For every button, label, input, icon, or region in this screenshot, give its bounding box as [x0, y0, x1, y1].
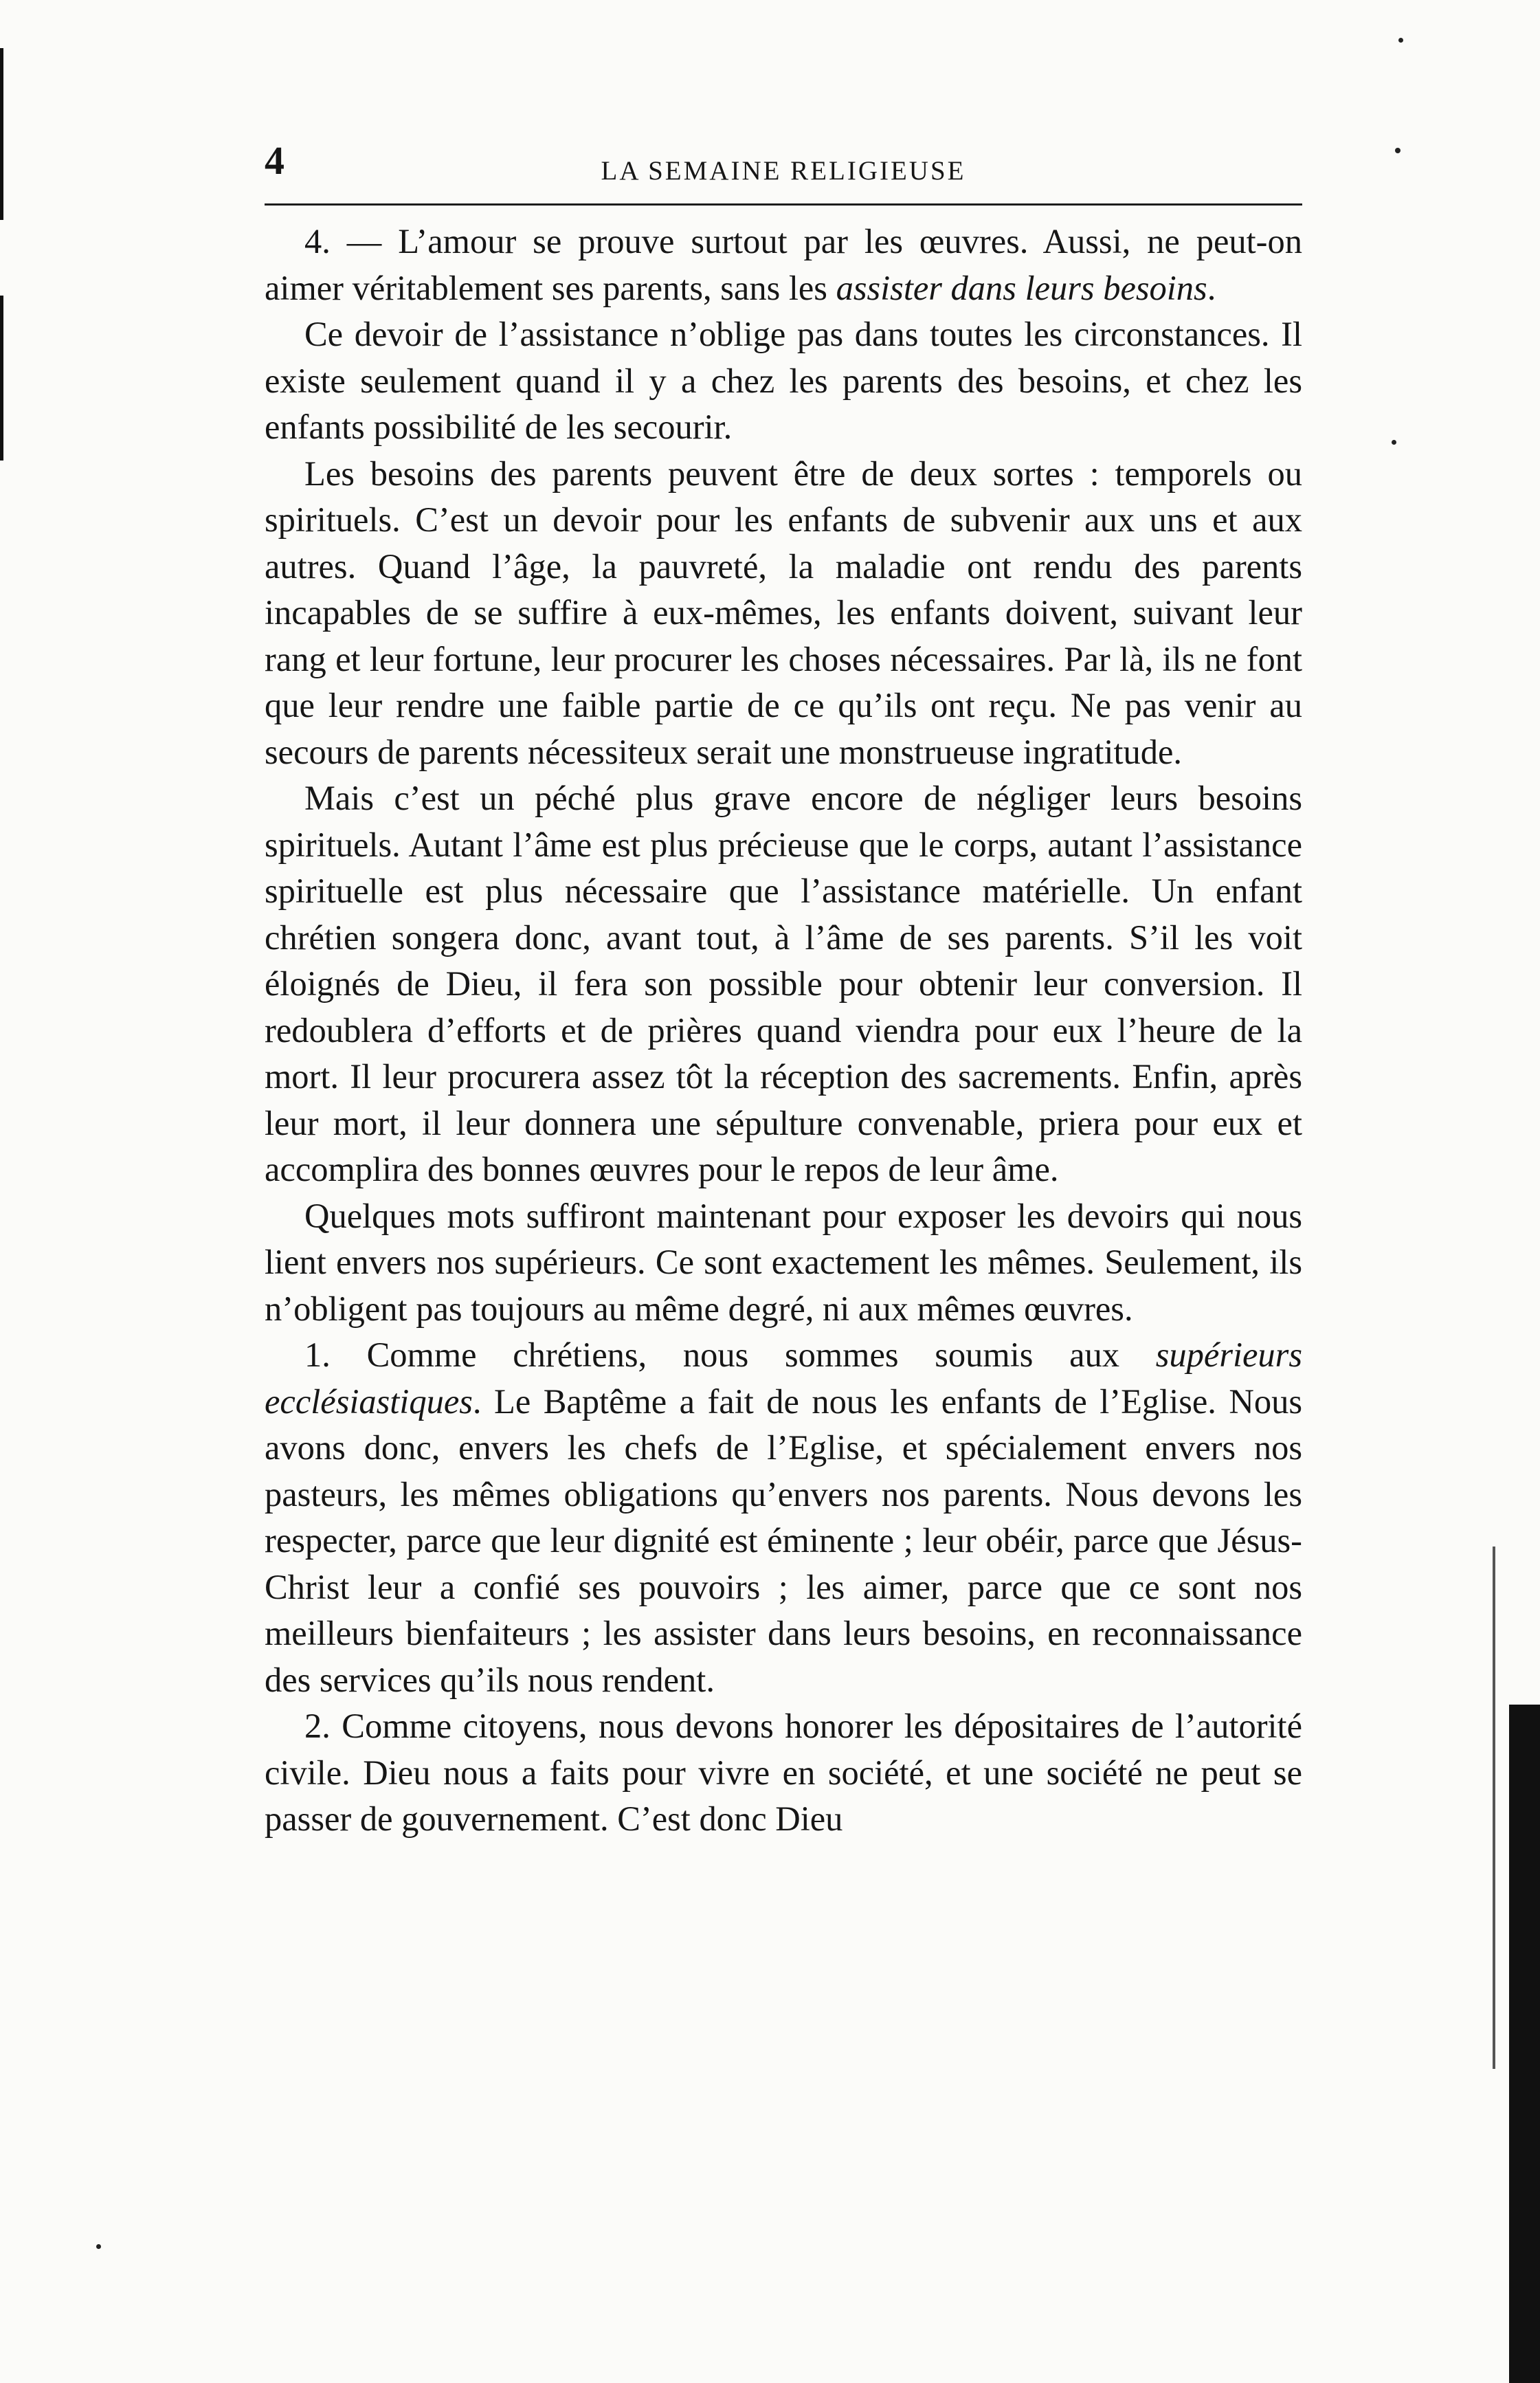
header-rule: [265, 203, 1302, 206]
scan-speck: [1395, 148, 1400, 153]
paragraph: [265, 219, 1302, 311]
paragraph: [265, 775, 1302, 1193]
paragraph: [265, 1703, 1302, 1843]
running-title: LA SEMAINE RELIGIEUSE: [601, 156, 966, 186]
text-span: Ce devoir de l’assistance n’oblige pas dans toutes les circonstances. Il existe seulement quand il y a chez les parents des besoins, et chez les enfants possibilité de les secourir.: [265, 315, 1302, 446]
scan-edge-mark: [0, 296, 3, 461]
text-span: Mais c’est un péché plus grave encore de négliger leurs besoins spirituels. Autant l’âme est plus précieuse que le corps, autant l’assistance spirituelle est plus nécessaire que l’assistance matérielle. Un enfant chrétien songera donc, avant tout, à l’âme de ses parents. S’il les voit éloignés de Dieu, il fera son possible pour obtenir leur conversion. Il redoublera d’efforts et de prières quand viendra pour eux l’heure de la mort. Il leur procurera assez tôt la réception des sacrements. Enfin, après leur mort, il leur donnera une sépulture convenable, priera pour eux et accomplira des bonnes œuvres pour le repos de leur âme.: [265, 779, 1302, 1188]
scan-edge-mark: [0, 48, 3, 220]
text-span: 4. — L’amour se prouve surtout par les œuvres. Aussi, ne peut-on aimer véritablement ses parents, sans les: [265, 222, 1302, 307]
text-span: Quelques mots suffiront maintenant pour exposer les devoirs qui nous lient envers nos supérieurs. Ce sont exactement les mêmes. Seulement, ils n’obligent pas toujours au même degré, ni aux mêmes œuvres.: [265, 1196, 1302, 1328]
italic-text: supérieurs ecclésiastiques: [265, 1335, 1302, 1421]
text-span: Les besoins des parents peuvent être de deux sortes : temporels ou spirituels. C’est un devoir pour les enfants de subvenir aux uns et aux autres. Quand l’âge, la pauvreté, la maladie ont rendu des parents incapables de se suffire à eux-mêmes, les enfants doivent, suivant leur rang et leur fortune, leur procurer les choses nécessaires. Par là, ils ne font que leur rendre une faible partie de ce qu’ils ont reçu. Ne pas venir au secours de parents nécessiteux serait une monstrueuse ingratitude.: [265, 454, 1302, 771]
text-span: . Le Baptême a fait de nous les enfants de l’Eglise. Nous avons donc, envers les chefs de l’Eglise, et spécialement envers nos pasteurs, les mêmes obligations qu’envers nos parents. Nous devons les respecter, parce que leur dignité est éminente ; leur obéir, parce que Jésus-Christ leur a confié ses pouvoirs ; les aimer, parce que ce sont nos meilleurs bienfaiteurs ; les assister dans leurs besoins, en reconnaissance des services qu’ils nous rendent.: [265, 1382, 1302, 1699]
paragraph: [265, 1332, 1302, 1703]
text-span: 2. Comme citoyens, nous devons honorer les dépositaires de l’autorité civile. Dieu nous a faits pour vivre en société, et une société ne peut se passer de gouvernement. C’est donc Dieu: [265, 1707, 1302, 1838]
paragraph: [265, 1193, 1302, 1333]
scan-edge-mark: [1493, 1547, 1495, 2069]
scan-speck: [1392, 440, 1396, 445]
text-span: 1. Comme chrétiens, nous sommes soumis aux: [304, 1335, 1156, 1374]
paragraph: [265, 311, 1302, 451]
body-text: [265, 219, 1302, 1843]
italic-text: assister dans leurs besoins: [836, 268, 1207, 307]
scan-speck: [96, 2244, 101, 2249]
paragraph: [265, 451, 1302, 776]
scan-edge-mark: [1509, 1705, 1540, 2383]
text-span: .: [1207, 268, 1216, 307]
page-number: 4: [265, 138, 284, 183]
page-header: [265, 137, 1302, 192]
scan-speck: [1398, 38, 1403, 43]
